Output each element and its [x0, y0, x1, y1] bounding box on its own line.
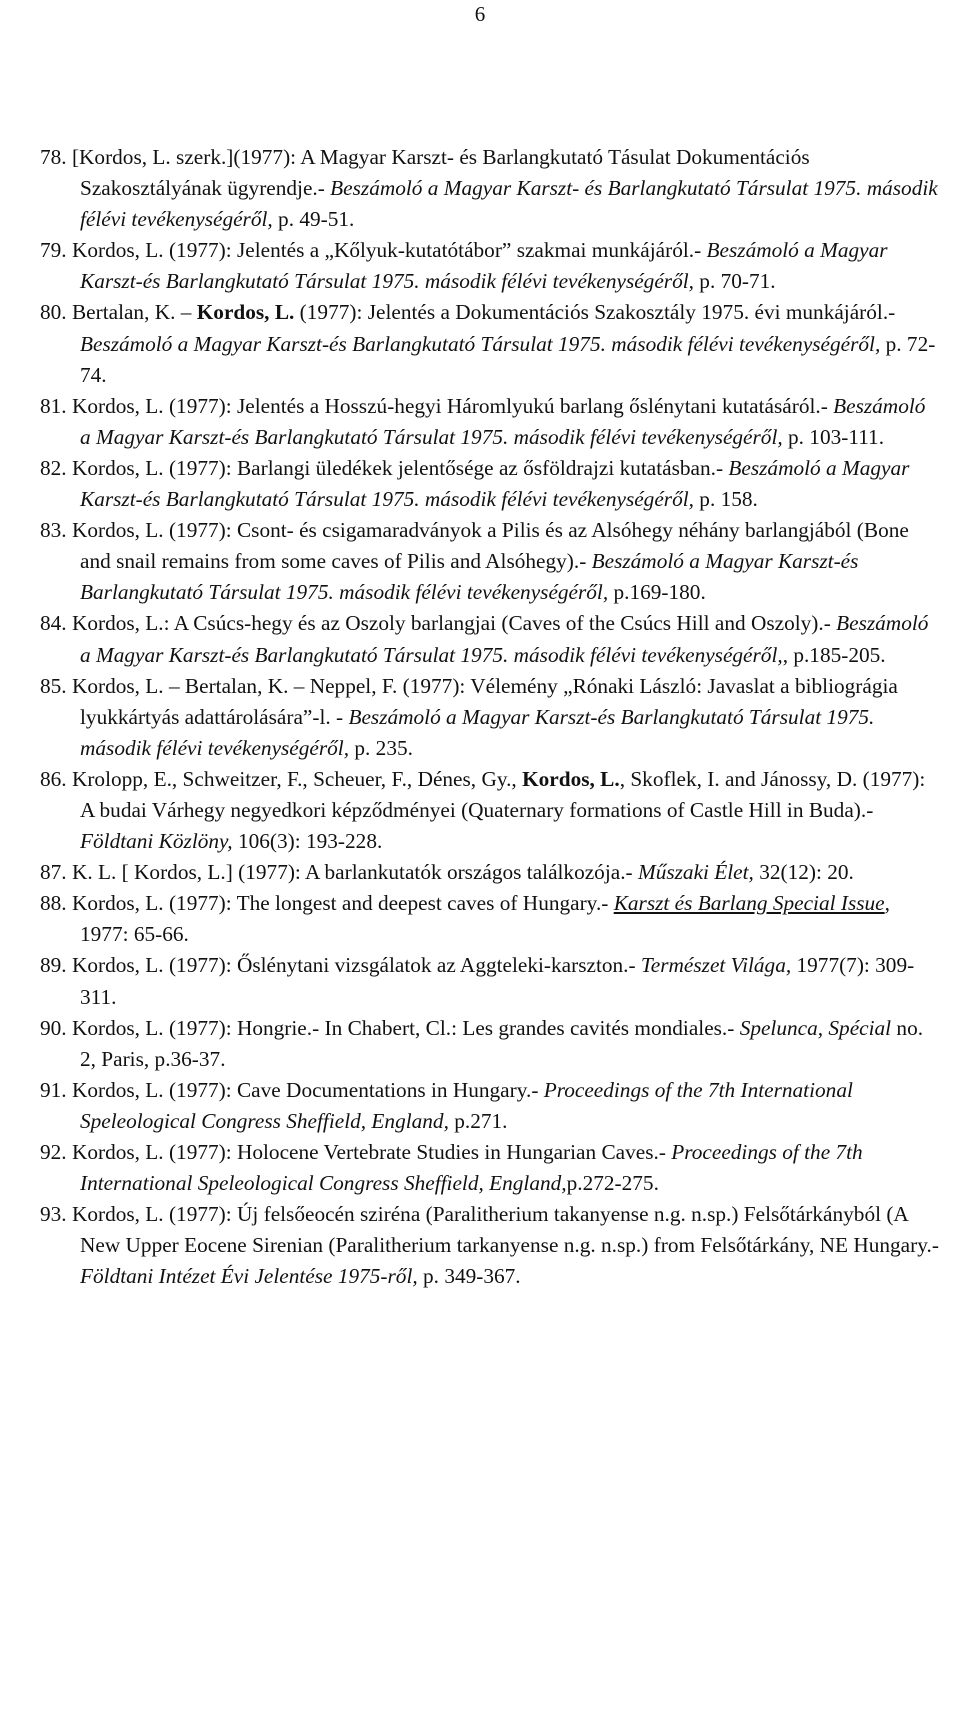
reference-text: 78. [Kordos, L. szerk.](1977): A Magyar Karszt- és Barlangkutató Tásulat Dokumentációs Szakosztályának ügyrendje.-: [40, 145, 810, 201]
reference-text: , 1977: 65-66.: [80, 891, 890, 947]
reference-highlighted-author: Kordos, L.: [196, 300, 295, 325]
reference-text: p. 349-367.: [417, 1264, 521, 1289]
page-number: 6: [474, 2, 486, 26]
reference-source: Spelunca, Spécial: [739, 1015, 892, 1040]
reference-item: [40, 950, 940, 1012]
reference-text: p.272-275.: [566, 1171, 659, 1196]
reference-source: Beszámoló a Magyar Karszt-és Barlangkutató Társulat 1975. második félévi tevékenységéről,: [80, 393, 926, 449]
reference-text: 90. Kordos, L. (1977): Hongrie.- In Chabert, Cl.: Les grandes cavités mondiales.-: [40, 1015, 740, 1040]
reference-text: 86. Krolopp, E., Schweitzer, F., Scheuer, F., Dénes, Gy.,: [40, 766, 523, 791]
reference-item: [40, 671, 940, 764]
reference-text: 80. Bertalan, K. –: [40, 300, 197, 325]
reference-source: Beszámoló a Magyar Karszt-és Barlangkutató Társulat 1975. második félévi tevékenységéről,: [80, 238, 888, 294]
reference-item: [40, 888, 940, 950]
reference-text: 87. K. L. [ Kordos, L.] (1977): A barlankutatók országos találkozója.-: [40, 860, 638, 885]
reference-text: 32(12): 20.: [753, 860, 854, 885]
reference-text: no. 2, Paris, p.36-37.: [80, 1015, 924, 1071]
reference-text: 89. Kordos, L. (1977): Őslénytani vizsgálatok az Aggteleki-karszton.-: [40, 953, 641, 978]
reference-text: 79. Kordos, L. (1977): Jelentés a „Kőlyuk-kutatótábor” szakmai munkájáról.-: [40, 238, 707, 263]
reference-source: Műszaki Élet,: [637, 860, 754, 885]
reference-item: [40, 764, 940, 857]
reference-text: 82. Kordos, L. (1977): Barlangi üledékek jelentősége az ősföldrajzi kutatásban.-: [40, 455, 729, 480]
reference-source: Beszámoló a Magyar Karszt- és Barlangkutató Társulat 1975. második félévi tevékenységéről,: [80, 176, 938, 232]
reference-highlighted-author: Kordos, L.: [522, 766, 620, 791]
reference-item: [40, 235, 940, 297]
reference-item: [40, 1137, 940, 1199]
reference-text: p. 49-51.: [272, 207, 355, 232]
reference-text: 93. Kordos, L. (1977): Új felsőeocén sziréna (Paralitherium takanyense n.g. n.sp.) Felsőtárkányból (A New Upper Eocene Sirenian (Paralitherium tarkanyense n.g. n.sp.) from Felsőtárkány, NE Hungary.-: [40, 1202, 939, 1258]
reference-text: 84. Kordos, L.: A Csúcs-hegy és az Oszoly barlangjai (Caves of the Csúcs Hill and Oszoly).-: [40, 611, 837, 636]
reference-text: 85. Kordos, L. – Bertalan, K. – Neppel, F. (1977): Vélemény „Rónaki László: Javaslat a bibliográgia lyukkártyás adattárolására”-l. -: [40, 673, 898, 729]
reference-item: [40, 515, 940, 608]
reference-text: p.271.: [448, 1108, 508, 1133]
reference-item: [40, 453, 940, 515]
reference-source: Proceedings of the 7th International Speleological Congress Sheffield, England,: [80, 1140, 863, 1196]
reference-text: , p.185-205.: [782, 642, 886, 667]
reference-text: 81. Kordos, L. (1977): Jelentés a Hosszú-hegyi Háromlyukú barlang őslénytani kutatásáról.-: [40, 393, 834, 418]
reference-text: p.169-180.: [608, 580, 706, 605]
reference-text: p. 70-71.: [693, 269, 776, 294]
reference-source: Proceedings of the 7th International Speleological Congress Sheffield, England,: [80, 1077, 853, 1133]
reference-text: p. 103-111.: [782, 424, 885, 449]
reference-text: 91. Kordos, L. (1977): Cave Documentations in Hungary.-: [40, 1077, 544, 1102]
reference-source: Beszámoló a Magyar Karszt-és Barlangkutató Társulat 1975. második félévi tevékenységéről,: [80, 331, 881, 356]
reference-text: p. 158.: [693, 487, 758, 512]
reference-item: [40, 142, 940, 235]
reference-source: Beszámoló a Magyar Karszt-és Barlangkutató Társulat 1975. második félévi tevékenységéről,: [80, 549, 859, 605]
reference-text: 92. Kordos, L. (1977): Holocene Vertebrate Studies in Hungarian Caves.-: [40, 1140, 672, 1164]
reference-list: [40, 142, 940, 1292]
reference-item: [40, 297, 940, 390]
reference-item: [40, 391, 940, 453]
reference-text: 106(3): 193-228.: [232, 829, 383, 854]
reference-item: [40, 857, 940, 888]
reference-source: Földtani Közlöny,: [80, 829, 233, 854]
reference-text: 1977(7): 309-311.: [80, 953, 915, 1009]
reference-text: p. 72-74.: [80, 331, 936, 387]
reference-source: Földtani Intézet Évi Jelentése 1975-ről,: [80, 1264, 418, 1289]
reference-item: [40, 1199, 940, 1292]
reference-text: 88. Kordos, L. (1977): The longest and deepest caves of Hungary.-: [40, 891, 614, 916]
reference-text: 83. Kordos, L. (1977): Csont- és csigamaradványok a Pilis és az Alsóhegy néhány barlangjából (Bone and snail remains from some caves of Pilis and Alsóhegy).-: [40, 518, 909, 574]
reference-source: Beszámoló a Magyar Karszt-és Barlangkutató Társulat 1975. második félévi tevékenységéről,: [80, 704, 875, 760]
reference-source: Karszt és Barlang Special Issue: [613, 891, 885, 916]
reference-source: Beszámoló a Magyar Karszt-és Barlangkutató Társulat 1975. második félévi tevékenységéről,: [80, 611, 929, 667]
reference-item: [40, 608, 940, 670]
reference-source: Beszámoló a Magyar Karszt-és Barlangkutató Társulat 1975. második félévi tevékenységéről,: [80, 455, 910, 512]
reference-item: [40, 1013, 940, 1075]
reference-text: , Skoflek, I. and Jánossy, D. (1977): A budai Várhegy negyedkori képződményei (Quaternary formations of Castle Hill in Buda).-: [80, 766, 926, 822]
reference-text: (1977): Jelentés a Dokumentációs Szakosztály 1975. évi munkájáról.-: [294, 300, 896, 325]
reference-source: Természet Világa,: [640, 953, 792, 978]
reference-text: p. 235.: [349, 735, 413, 760]
reference-item: [40, 1075, 940, 1137]
